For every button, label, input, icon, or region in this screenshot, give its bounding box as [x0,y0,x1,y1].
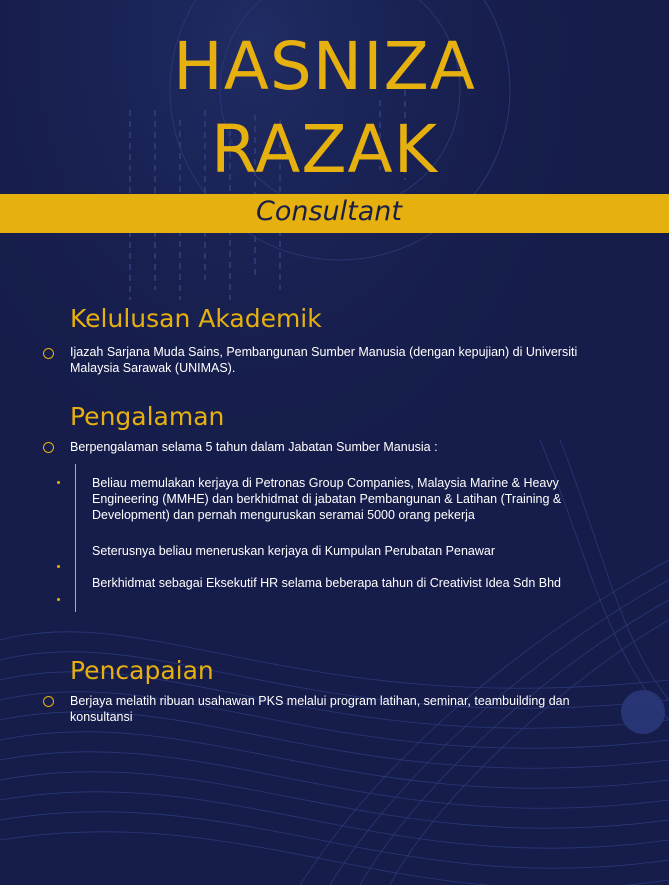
academic-item: Ijazah Sarjana Muda Sains, Pembangunan Sumber Manusia (dengan kepujian) di Universiti Malaysia Sarawak (UNIMAS). [70,345,578,375]
section-heading-experience: Pengalaman [70,402,225,431]
experience-item: Berpengalaman selama 5 tahun dalam Jabatan Sumber Manusia : [70,440,438,454]
bullet-dot-icon [57,598,60,601]
name-first: HASNIZA [173,28,476,105]
experience-sub-item: Beliau memulakan kerjaya di Petronas Group Companies, Malaysia Marine & Heavy Engineering (MMHE) dan berkhidmat di jabatan Pembangunan & Latihan (Training & Development) dan pernah menguruskan seramai 5000 orang pekerja [92,476,562,522]
bullet-circle-icon [43,696,54,707]
achievement-item: Berjaya melatih ribuan usahawan PKS melalui program latihan, seminar, teambuilding dan konsultansi [70,694,570,724]
bullet-dot-icon [57,481,60,484]
experience-divider-line [75,464,76,612]
job-title: Consultant [256,196,402,227]
bullet-circle-icon [43,442,54,453]
experience-sub-item: Berkhidmat sebagai Eksekutif HR selama beberapa tahun di Creativist Idea Sdn Bhd [92,576,562,590]
bullet-circle-icon [43,348,54,359]
name-last: RAZAK [211,111,438,188]
experience-sub-item: Seterusnya beliau meneruskan kerjaya di Kumpulan Perubatan Penawar [92,544,496,558]
section-heading-academic: Kelulusan Akademik [70,304,322,333]
section-heading-achievement: Pencapaian [70,656,214,685]
bullet-dot-icon [57,565,60,568]
